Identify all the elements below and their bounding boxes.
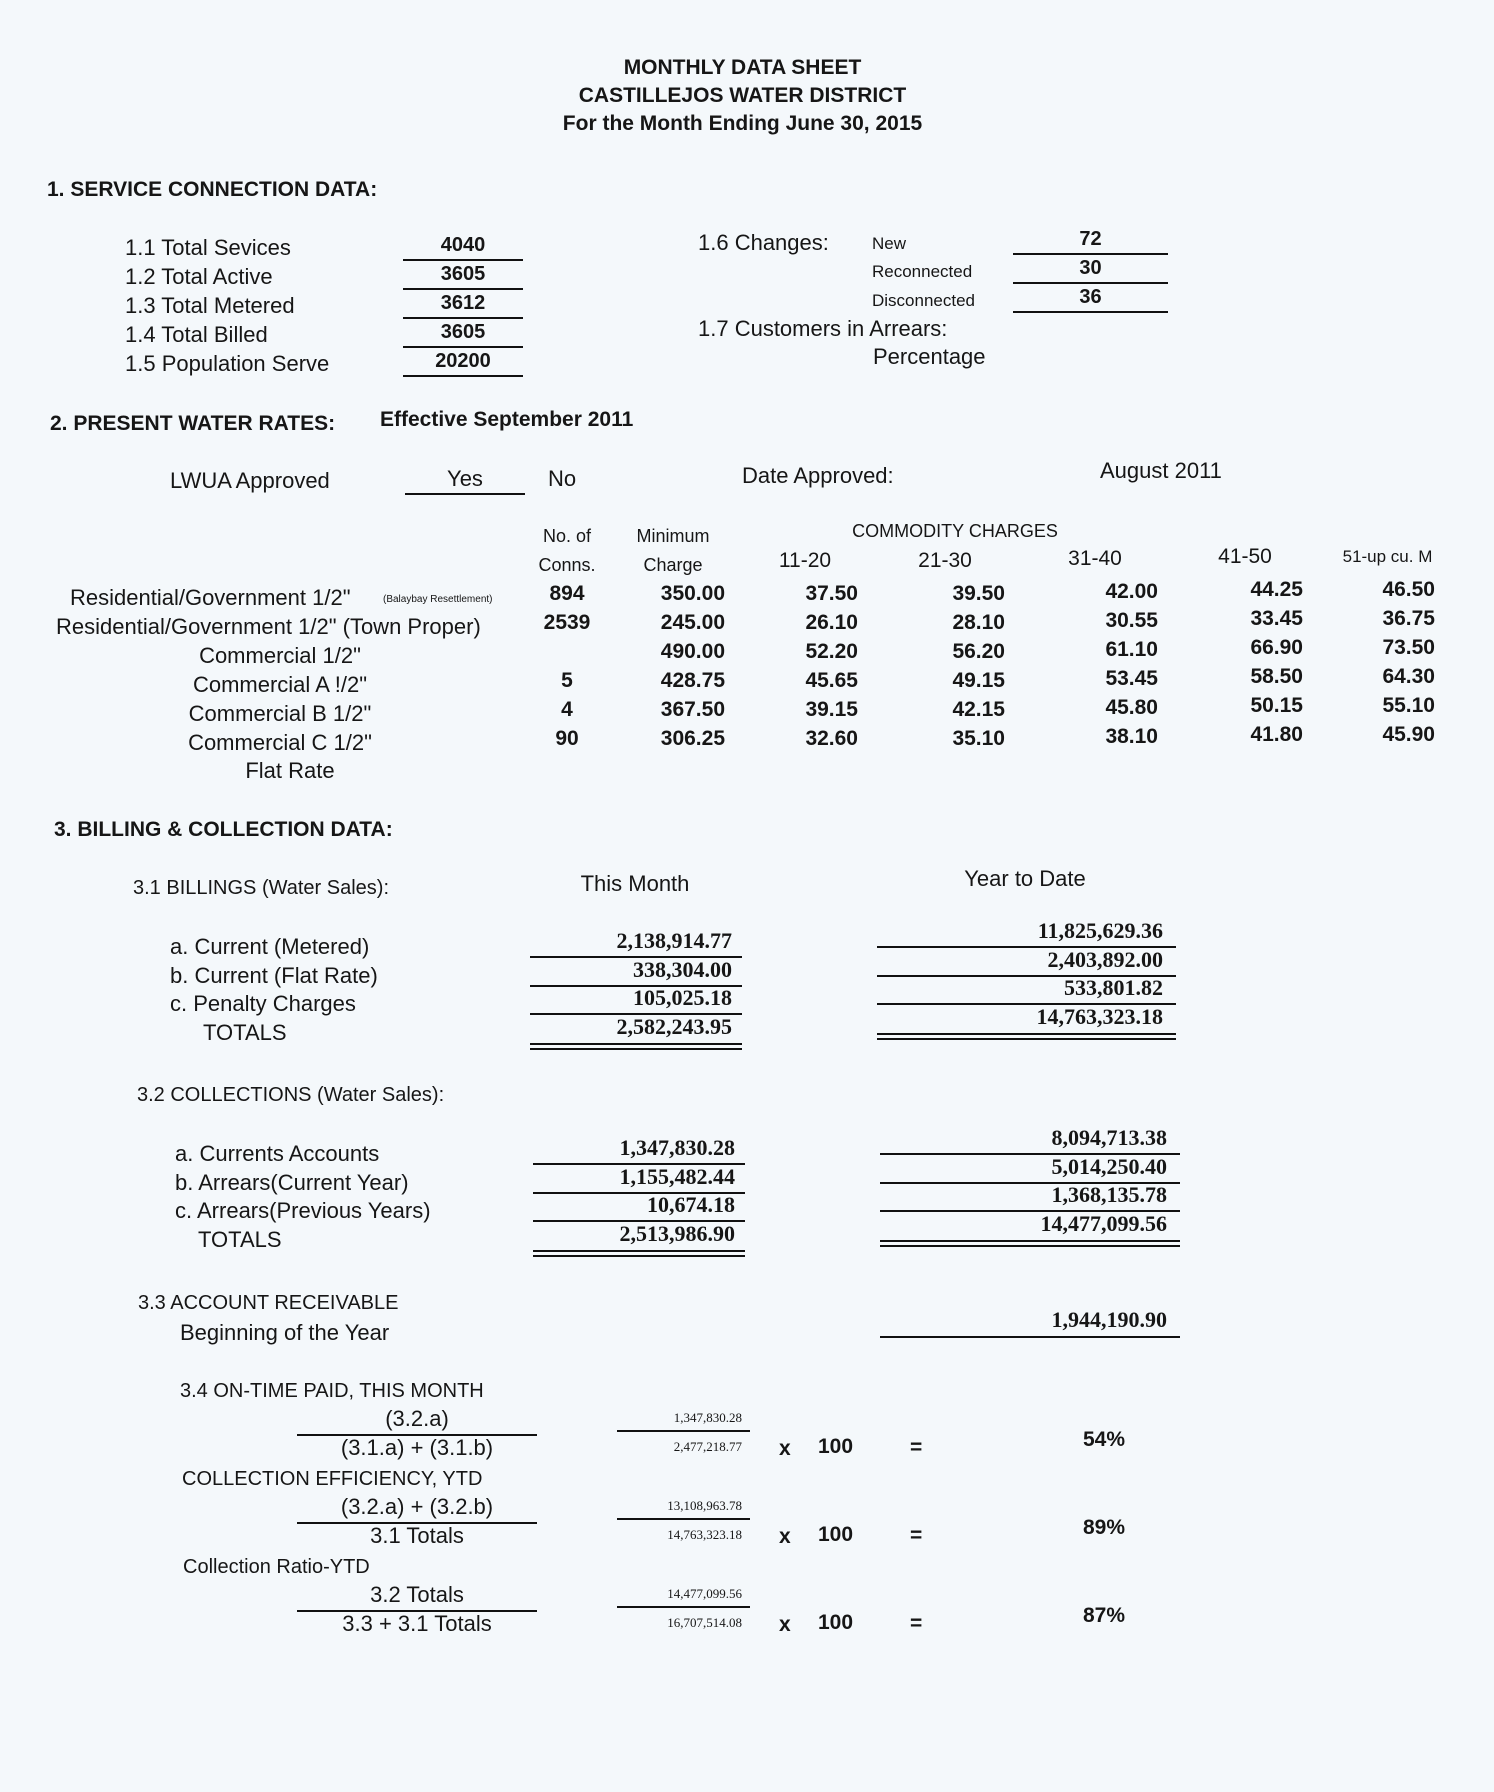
flat-rate-label: Flat Rate bbox=[245, 758, 335, 783]
ratio-numerator-label: (3.2.a) bbox=[385, 1406, 449, 1431]
date-approved-label: Date Approved: bbox=[742, 463, 894, 488]
period: For the Month Ending June 30, 2015 bbox=[562, 112, 923, 135]
rate-row-min-charge: 367.50 bbox=[660, 698, 725, 721]
underline bbox=[403, 317, 523, 319]
rate-row-label: Commercial C 1/2" bbox=[188, 730, 372, 755]
totals-label: TOTALS bbox=[198, 1226, 282, 1252]
ratio-denominator-value: 2,477,218.77 bbox=[673, 1439, 742, 1454]
bracket-11-20: 11-20 bbox=[778, 549, 832, 572]
rate-row-c2: 49.15 bbox=[952, 669, 1005, 692]
ytd-value: 533,801.82 bbox=[1064, 975, 1163, 1000]
ytd-value: 14,763,323.18 bbox=[1036, 1003, 1163, 1029]
this-month-value: 2,138,914.77 bbox=[616, 928, 732, 953]
rate-row-c1: 37.50 bbox=[805, 582, 858, 605]
hundred-factor: 100 bbox=[818, 1611, 854, 1634]
min-header-1: Minimum bbox=[636, 526, 710, 546]
underline bbox=[403, 288, 523, 290]
ratio-result: 89% bbox=[1083, 1516, 1126, 1539]
rate-row-c3: 45.80 bbox=[1105, 696, 1158, 719]
rate-row-c5: 46.50 bbox=[1382, 578, 1435, 601]
lwua-yes: Yes bbox=[447, 466, 483, 491]
underline bbox=[403, 375, 523, 377]
double-underline bbox=[530, 1043, 742, 1050]
reconnected-value: 30 bbox=[1079, 257, 1102, 279]
total-services-label: 1.1 Total Sevices bbox=[125, 235, 291, 260]
multiply-sign: x bbox=[779, 1613, 791, 1636]
ratio-title: COLLECTION EFFICIENCY, YTD bbox=[182, 1468, 483, 1490]
changes-label: 1.6 Changes: bbox=[698, 230, 829, 255]
total-active-value: 3605 bbox=[440, 263, 486, 285]
population-value: 20200 bbox=[435, 350, 491, 372]
line-item-label: b. Current (Flat Rate) bbox=[170, 962, 378, 988]
line-item-label: c. Arrears(Previous Years) bbox=[175, 1198, 431, 1223]
billings-title: 3.1 BILLINGS (Water Sales): bbox=[133, 877, 390, 899]
this-month-value: 338,304.00 bbox=[633, 956, 732, 982]
lwua-label: LWUA Approved bbox=[170, 468, 330, 493]
line-item-label: a. Current (Metered) bbox=[170, 934, 370, 959]
ratio-result: 87% bbox=[1083, 1604, 1126, 1627]
rate-row-min-charge: 306.25 bbox=[660, 727, 725, 750]
rate-row-c4: 41.80 bbox=[1250, 723, 1303, 746]
ratio-numerator-label: 3.2 Totals bbox=[370, 1582, 464, 1607]
rate-row-c2: 39.50 bbox=[952, 582, 1005, 605]
rate-row-c3: 61.10 bbox=[1105, 638, 1158, 661]
commodity-header: COMMODITY CHARGES bbox=[852, 521, 1058, 541]
equals-sign: = bbox=[910, 1612, 923, 1635]
rate-row-conns: 90 bbox=[555, 727, 579, 750]
ar-subtitle: Beginning of the Year bbox=[180, 1320, 390, 1345]
underline bbox=[405, 493, 525, 495]
conns-header-2: Conns. bbox=[538, 555, 596, 575]
this-month-header: This Month bbox=[580, 871, 690, 896]
this-month-value: 105,025.18 bbox=[633, 985, 732, 1010]
ratio-result: 54% bbox=[1083, 1428, 1126, 1451]
rate-row-c3: 30.55 bbox=[1105, 609, 1158, 632]
ratio-denominator-value: 14,763,323.18 bbox=[667, 1527, 742, 1542]
total-billed-label: 1.4 Total Billed bbox=[125, 322, 268, 347]
rate-row-conns: 4 bbox=[561, 698, 573, 721]
rate-row-conns: 2539 bbox=[543, 611, 591, 634]
underline bbox=[403, 259, 523, 261]
underline bbox=[403, 346, 523, 348]
rate-row-c4: 33.45 bbox=[1250, 607, 1303, 630]
rate-row-conns: 5 bbox=[561, 669, 573, 692]
rate-row-c2: 35.10 bbox=[952, 727, 1005, 750]
ytd-value: 14,477,099.56 bbox=[1040, 1210, 1167, 1236]
rate-row-min-charge: 350.00 bbox=[660, 582, 725, 605]
section-3-title: 3. BILLING & COLLECTION DATA: bbox=[54, 818, 393, 841]
new-value: 72 bbox=[1079, 228, 1102, 250]
rate-row-c4: 58.50 bbox=[1250, 665, 1303, 688]
this-month-value: 10,674.18 bbox=[647, 1192, 735, 1217]
rate-row-c1: 52.20 bbox=[805, 640, 858, 663]
rate-row-c5: 36.75 bbox=[1382, 607, 1435, 630]
line-item-label: c. Penalty Charges bbox=[170, 991, 356, 1016]
arrears-label: 1.7 Customers in Arrears: bbox=[698, 316, 948, 341]
rate-row-c3: 53.45 bbox=[1105, 667, 1158, 690]
rate-row-c1: 45.65 bbox=[805, 669, 858, 692]
rate-row-c1: 26.10 bbox=[805, 611, 858, 634]
rate-row-c4: 66.90 bbox=[1250, 636, 1303, 659]
ytd-value: 5,014,250.40 bbox=[1051, 1153, 1167, 1179]
ytd-value: 2,403,892.00 bbox=[1047, 946, 1163, 972]
bracket-21-30: 21-30 bbox=[918, 549, 972, 572]
rate-row-label: Commercial 1/2" bbox=[199, 643, 361, 668]
section-1-title: 1. SERVICE CONNECTION DATA: bbox=[47, 178, 378, 201]
rate-row-label: Residential/Government 1/2" bbox=[70, 585, 351, 610]
rate-row-label: Commercial B 1/2" bbox=[188, 701, 372, 726]
rate-row-c5: 73.50 bbox=[1382, 636, 1435, 659]
ratio-title: 3.4 ON-TIME PAID, THIS MONTH bbox=[180, 1380, 484, 1402]
reconnected-label: Reconnected bbox=[872, 262, 973, 281]
district-name: CASTILLEJOS WATER DISTRICT bbox=[578, 84, 907, 107]
fraction-line bbox=[617, 1518, 750, 1520]
rate-row-c1: 32.60 bbox=[805, 727, 858, 750]
ytd-value: 8,094,713.38 bbox=[1051, 1125, 1167, 1150]
total-metered-label: 1.3 Total Metered bbox=[125, 293, 295, 318]
rate-row-label: Commercial A !/2" bbox=[192, 672, 368, 697]
underline bbox=[1013, 311, 1168, 313]
rate-row-c4: 44.25 bbox=[1250, 578, 1303, 601]
total-services-value: 4040 bbox=[440, 234, 486, 256]
rate-row-c3: 42.00 bbox=[1105, 580, 1158, 603]
conns-header-1: No. of bbox=[542, 526, 592, 546]
section-2-title: 2. PRESENT WATER RATES: bbox=[50, 412, 336, 435]
this-month-value: 2,513,986.90 bbox=[619, 1220, 735, 1246]
collections-title: 3.2 COLLECTIONS (Water Sales): bbox=[137, 1084, 445, 1106]
rate-row-min-charge: 490.00 bbox=[660, 640, 725, 663]
ytd-value: 11,825,629.36 bbox=[1037, 918, 1163, 943]
bracket-31-40: 31-40 bbox=[1068, 547, 1122, 570]
ratio-title: Collection Ratio-YTD bbox=[183, 1556, 370, 1578]
ratio-numerator-value: 13,108,963.78 bbox=[667, 1498, 742, 1513]
effective-date: Effective September 2011 bbox=[380, 408, 634, 431]
ar-value: 1,944,190.90 bbox=[1051, 1307, 1167, 1332]
line-item-label: a. Currents Accounts bbox=[175, 1141, 380, 1166]
line-item-label: b. Arrears(Current Year) bbox=[175, 1169, 409, 1195]
rate-row-c5: 45.90 bbox=[1382, 723, 1435, 746]
equals-sign: = bbox=[910, 1524, 923, 1547]
min-header-2: Charge bbox=[643, 555, 703, 575]
total-metered-value: 3612 bbox=[440, 292, 486, 314]
ratio-numerator-value: 14,477,099.56 bbox=[667, 1586, 742, 1601]
equals-sign: = bbox=[910, 1436, 923, 1459]
double-underline bbox=[877, 1033, 1176, 1040]
disconnected-value: 36 bbox=[1079, 286, 1102, 308]
ytd-value: 1,368,135.78 bbox=[1051, 1182, 1167, 1207]
date-approved-value: August 2011 bbox=[1100, 458, 1222, 483]
ratio-denominator-value: 16,707,514.08 bbox=[667, 1615, 742, 1630]
ratio-numerator-value: 1,347,830.28 bbox=[673, 1410, 742, 1425]
rate-row-c5: 64.30 bbox=[1382, 665, 1435, 688]
bracket-51-up: 51-up cu. M bbox=[1342, 547, 1433, 566]
ratio-denominator-label: (3.1.a) + (3.1.b) bbox=[340, 1435, 494, 1460]
rate-row-conns: 894 bbox=[549, 582, 585, 605]
rate-row-note: (Balaybay Resettlement) bbox=[383, 594, 493, 605]
underline bbox=[1013, 253, 1168, 255]
hundred-factor: 100 bbox=[818, 1435, 854, 1458]
ytd-header: Year to Date bbox=[964, 866, 1086, 891]
bracket-41-50: 41-50 bbox=[1218, 545, 1272, 568]
multiply-sign: x bbox=[779, 1437, 791, 1460]
totals-label: TOTALS bbox=[203, 1019, 287, 1045]
population-label: 1.5 Population Serve bbox=[125, 351, 330, 376]
ratio-numerator-label: (3.2.a) + (3.2.b) bbox=[340, 1494, 494, 1519]
ratio-denominator-label: 3.3 + 3.1 Totals bbox=[342, 1611, 492, 1636]
rate-row-c2: 42.15 bbox=[952, 698, 1005, 721]
hundred-factor: 100 bbox=[818, 1523, 854, 1546]
rate-row-c3: 38.10 bbox=[1105, 725, 1158, 748]
new-label: New bbox=[872, 234, 907, 253]
multiply-sign: x bbox=[779, 1525, 791, 1548]
rate-row-min-charge: 245.00 bbox=[660, 611, 725, 634]
rate-row-c4: 50.15 bbox=[1250, 694, 1303, 717]
rate-row-min-charge: 428.75 bbox=[660, 669, 725, 692]
fraction-line bbox=[617, 1430, 750, 1432]
sheet-title: MONTHLY DATA SHEET bbox=[623, 56, 862, 79]
this-month-value: 2,582,243.95 bbox=[616, 1013, 732, 1039]
underline bbox=[1013, 282, 1168, 284]
rate-row-c2: 56.20 bbox=[952, 640, 1005, 663]
rate-row-c2: 28.10 bbox=[952, 611, 1005, 634]
disconnected-label: Disconnected bbox=[872, 291, 976, 310]
double-underline bbox=[533, 1250, 745, 1257]
rate-row-c1: 39.15 bbox=[805, 698, 858, 721]
lwua-no: No bbox=[548, 466, 577, 491]
rate-row-c5: 55.10 bbox=[1382, 694, 1435, 717]
double-underline bbox=[880, 1240, 1180, 1247]
this-month-value: 1,347,830.28 bbox=[619, 1135, 735, 1160]
percentage-label: Percentage bbox=[873, 344, 986, 369]
underline bbox=[880, 1336, 1180, 1338]
this-month-value: 1,155,482.44 bbox=[619, 1163, 735, 1189]
ratio-denominator-label: 3.1 Totals bbox=[370, 1523, 464, 1548]
ar-title: 3.3 ACCOUNT RECEIVABLE bbox=[138, 1292, 399, 1314]
rate-row-label: Residential/Government 1/2" (Town Proper) bbox=[56, 614, 481, 639]
total-active-label: 1.2 Total Active bbox=[125, 264, 273, 289]
fraction-line bbox=[617, 1606, 750, 1608]
total-billed-value: 3605 bbox=[440, 321, 486, 343]
